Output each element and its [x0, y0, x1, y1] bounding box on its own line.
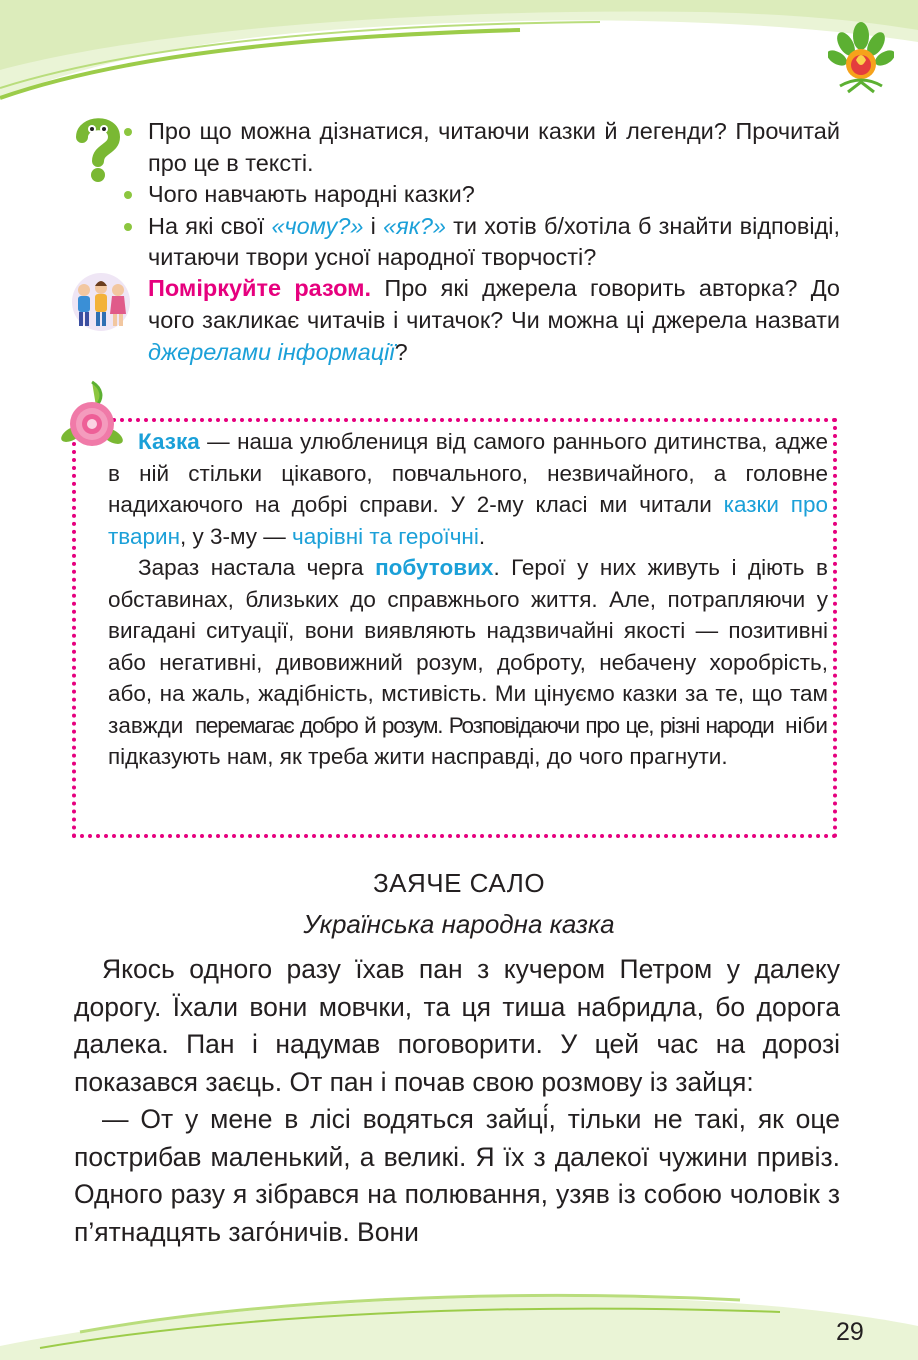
question-mark-icon: [68, 115, 126, 185]
top-green-swoosh: [0, 0, 918, 110]
story-subtitle: Українська народна казка: [303, 909, 615, 939]
question-item: Чого навчають народні казки?: [120, 179, 840, 211]
question-list: [120, 116, 840, 274]
bottom-green-swoosh: [0, 1270, 918, 1360]
children-group-icon: [70, 272, 132, 332]
info-paragraph: Казка — наша улюблениця від самого раннього дитинства, адже в ній стільки цікавого, повчального, незвичайного, а головне надихаючого на добрі справи. У 2-му класі ми читали казки про тварин, у 3-му — чарівні та героїчні.: [108, 429, 829, 549]
story-paragraph: Якось одного разу їхав пан з кучером Петром у далеку дорогу. Їхали вони мовчки, та ця тиша набридла, бо дорога далека. Пан і надумав поговорити. У цей час на дорозі показався заєць. От пан і почав свою розмову із зайця:: [74, 954, 840, 1097]
info-box-text: [108, 426, 828, 773]
story-text: [74, 951, 840, 1251]
ornament-emblem-icon: [828, 20, 894, 100]
story-paragraph: — От у мене в лісі водяться зайці́, тільки не такі, як оце пострибав маленький, а великі. Я їх з далекої чужини привіз. Одного разу я зібрався на полювання, узяв із собою чоловік з п’ятнадцять заго́ничів. Вони: [74, 1104, 840, 1247]
question-item: На які свої «чому?» і «як?» ти хотів б/хотіла б знайти відповіді, читаючи твори усної народної творчості?: [120, 211, 840, 274]
question-item: Про що можна дізнатися, читаючи казки й легенди? Прочитай про це в тексті.: [120, 116, 840, 179]
story-title: ЗАЯЧЕ САЛО: [372, 868, 546, 898]
discuss-together-paragraph: Поміркуйте разом. Про які джерела говорить авторка? До чого закликає читачів і читачок? Чи можна ці джерела назвати джерелами інформації?: [148, 275, 841, 365]
page-number: 29: [836, 1318, 864, 1346]
info-paragraph: Зараз настала черга побутових. Герої у них живуть і діють в обставинах, близьких до справжнього життя. Але, потрапляючи у вигадані ситуації, вони виявляють надзвичайні якості — позитивні або негативні, дивовижний розум, доброту, небачену хоробрість, або, на жаль, жадібність, мстивість. Ми цінуємо казки за те, що там завжди перемагає добро й розум. Розповідаючи про це, різні народи ніби підказують нам, як треба жити насправді, до чого прагнути.: [108, 555, 828, 769]
